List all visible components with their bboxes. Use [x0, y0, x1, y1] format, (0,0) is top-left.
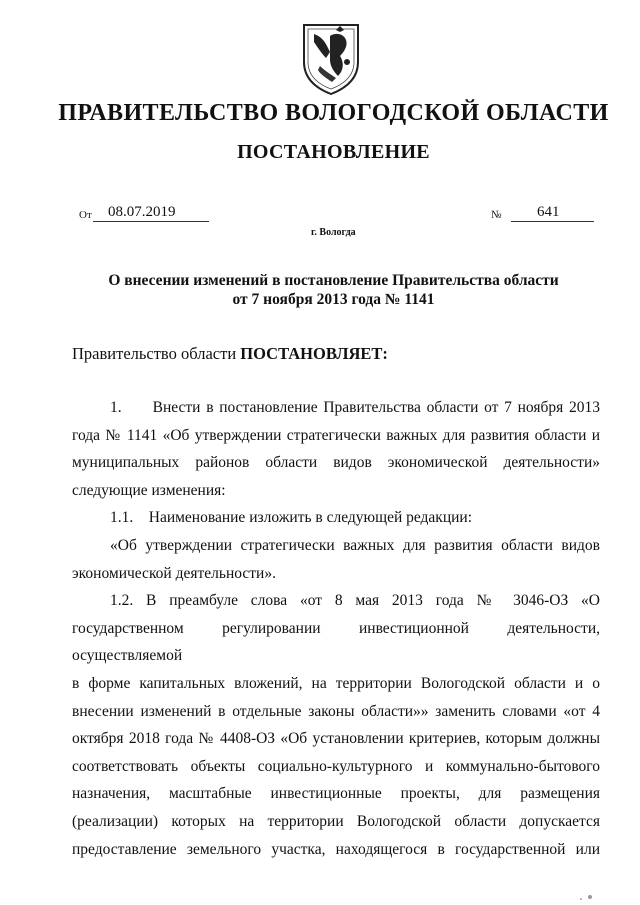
date-prefix: От	[79, 209, 92, 221]
body-line: 1.1. Наименование изложить в следующей редакции:	[110, 509, 473, 527]
body-line: (реализации) которых на территории Вологодской области допускается	[72, 812, 600, 830]
decree-verb: ПОСТАНОВЛЯЕТ:	[240, 344, 388, 363]
body-line: муниципальных районов области видов экономической деятельности»	[72, 454, 600, 472]
subject-line-2: от 7 ноября 2013 года № 1141	[232, 291, 435, 308]
decree-statement	[72, 344, 388, 364]
body-line: октября 2018 года № 4408-ОЗ «Об установлении критериев, которым должны	[72, 730, 600, 748]
body-line: внесении изменений в отдельные законы области»» заменить словами «от 4	[72, 702, 600, 720]
body-line: экономической деятельности».	[72, 564, 276, 582]
document-body	[72, 394, 600, 863]
document-number: 641	[511, 204, 594, 222]
body-line: в форме капитальных вложений, на территории Вологодской области и о	[72, 674, 600, 692]
body-line: предоставление земельного участка, находящегося в государственной или	[72, 840, 600, 858]
body-line: 1.2. В преамбуле слова «от 8 мая 2013 года № 3046-ОЗ «О	[110, 592, 600, 610]
body-line: государственном регулировании инвестиционной деятельности, осуществляемой	[72, 619, 600, 665]
body-line: назначения, масштабные инвестиционные проекты, для размещения	[72, 785, 600, 803]
document-subject	[0, 271, 640, 309]
body-line: следующие изменения:	[72, 481, 226, 499]
government-title: ПРАВИТЕЛЬСТВО ВОЛОГОДСКОЙ ОБЛАСТИ	[58, 100, 609, 126]
vologda-coat-of-arms-icon	[300, 22, 362, 96]
body-line: «Об утверждении стратегически важных для развития области видов	[110, 536, 600, 554]
city-name: г. Вологда	[311, 227, 356, 238]
body-line: года № 1141 «Об утверждении стратегически важных для развития области и	[72, 426, 600, 444]
document-type: ПОСТАНОВЛЕНИЕ	[237, 141, 430, 163]
body-line: 1. Внести в постановление Правительства области от 7 ноября 2013	[110, 399, 600, 416]
number-prefix: №	[491, 209, 502, 221]
decree-prefix: Правительство области	[72, 344, 241, 363]
document-date: 08.07.2019	[93, 204, 209, 222]
scan-speck	[588, 895, 592, 899]
body-line: соответствовать объекты социально-культурного и коммунально-бытового	[72, 757, 600, 775]
subject-line-1: О внесении изменений в постановление Правительства области	[108, 272, 559, 289]
scan-speck	[580, 898, 582, 900]
